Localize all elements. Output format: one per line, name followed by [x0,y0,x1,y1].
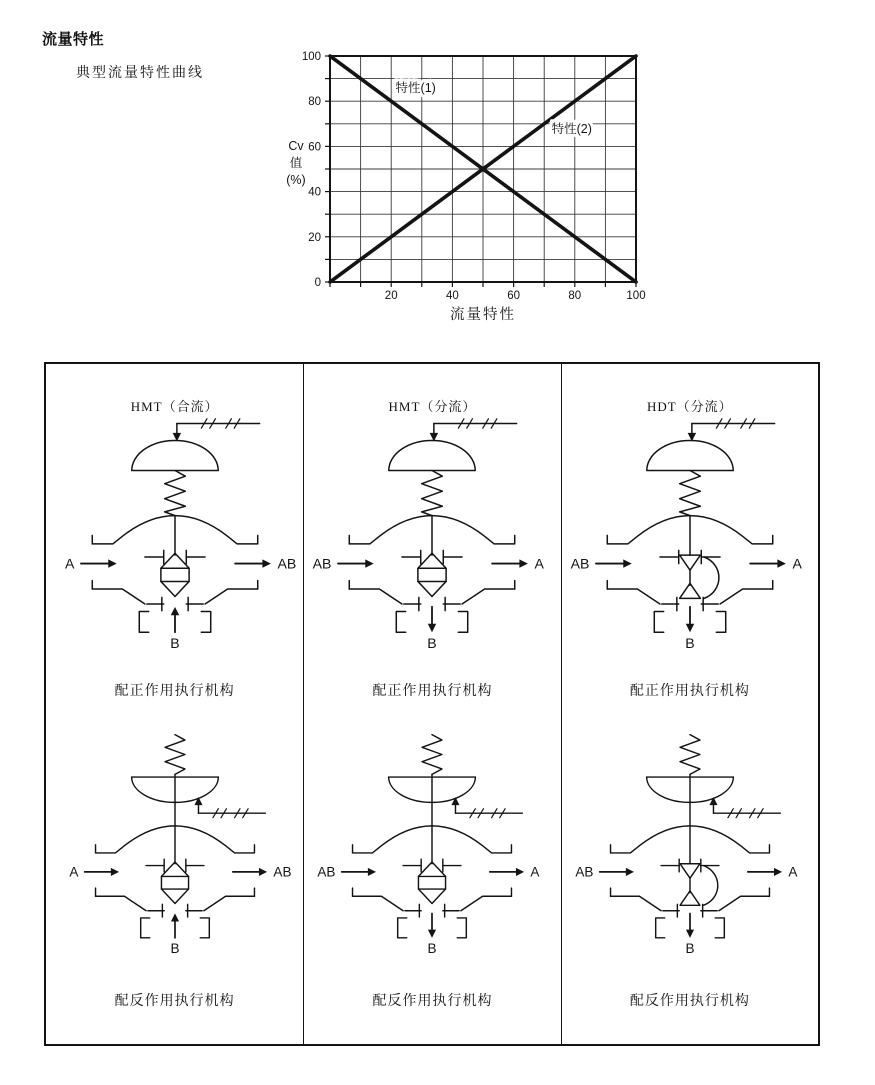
port-label-right: AB [277,555,296,572]
actuator-dome [647,440,733,470]
x-axis-label: 流量特性 [450,307,516,323]
port-arrow-left [338,559,374,567]
port-arrow-right [490,868,524,876]
port-arrow-left [600,868,634,876]
port-arrow-right [748,868,782,876]
port-arrow-bottom [686,607,694,632]
port-label-bottom: B [685,941,695,956]
port-arrow-left [84,868,118,876]
valve-diagram [49,416,301,656]
port-label-bottom: B [427,635,438,651]
diagram-caption: 配正作用执行机构 [372,684,493,699]
spring [422,471,443,516]
plug-double-seat [680,864,718,906]
valve-schematic-svg [54,730,296,956]
port-label-left: AB [575,864,594,880]
port-arrow-right [232,868,266,876]
spring [164,471,185,516]
port-label-right: AB [273,864,292,880]
port-label-right: A [534,555,545,572]
x-tick-label: 20 [384,290,398,302]
diagram-cell-hmt-diverging [303,364,560,716]
port-label-right: A [788,864,798,880]
series-label: 特性(1) [395,81,436,96]
y-tick-label: 0 [314,277,321,289]
air-signal-line [687,419,774,442]
y-tick-label: 100 [301,51,321,63]
port-label-left: A [69,864,79,880]
diagram-caption: 配反作用执行机构 [372,994,493,1009]
x-tick-label: 100 [626,290,646,302]
y-axis-label: Cv [288,139,304,153]
valve-schematic-svg [564,416,816,651]
diagram-cell-hmt-converging [46,364,303,716]
actuator-dome [131,440,217,470]
port-arrow-bottom [686,913,694,937]
spring [423,735,443,775]
y-tick-label: 60 [308,141,321,154]
x-tick-label: 80 [568,290,582,302]
air-signal-line [709,797,780,818]
valve-schematic-svg [569,730,811,956]
port-arrow-right [750,559,786,567]
series-label: 特性(2) [551,121,592,136]
plug-globe [418,553,446,596]
port-label-bottom: B [170,941,180,956]
diagram-cell-hmt-diverging-reverse [303,716,560,1044]
plug-double-seat [679,555,718,598]
flow-characteristic-chart [266,44,658,328]
valve-diagram [564,416,816,656]
port-label-bottom: B [427,941,437,956]
port-arrow-right [235,559,271,567]
diagram-caption: 配正作用执行机构 [629,684,750,699]
air-signal-line [172,419,259,442]
port-label-bottom: B [685,635,695,651]
port-arrow-bottom [428,913,436,937]
port-arrow-left [596,559,632,567]
page-title: 流量特性 [42,31,105,48]
valve-diagram-table [44,362,820,1046]
port-label-right: A [792,555,802,572]
diagram-cell-hmt-converging-reverse [46,716,303,1044]
y-tick-label: 80 [308,96,321,109]
valve-schematic-svg [306,416,558,651]
valve-schematic-svg [49,416,301,651]
x-tick-label: 40 [446,290,459,302]
diagram-title: HMT（合流） [130,399,219,414]
port-arrow-left [342,868,376,876]
spring [679,471,700,516]
air-signal-line [430,419,517,442]
valve-diagram [306,416,558,656]
spring [680,735,700,775]
port-label-left: AB [570,555,590,572]
x-tick-label: 60 [507,290,520,302]
port-label-right: A [530,864,540,880]
port-label-left: AB [313,555,332,572]
plug-globe [419,862,446,904]
air-signal-line [194,797,265,818]
valve-schematic-svg [311,730,553,956]
port-label-left: AB [317,864,336,880]
plug-globe [161,553,189,596]
actuator-dome [389,440,475,470]
diagram-caption: 配反作用执行机构 [629,994,750,1009]
diagram-cell-hdt-diverging-reverse [561,716,818,1044]
port-label-bottom: B [169,635,180,651]
diagram-title: HMT（分流） [388,399,477,414]
y-axis-label: 值 [289,156,303,170]
port-arrow-right [493,559,529,567]
valve-diagram [569,730,811,961]
diagram-cell-hdt-diverging [561,364,818,716]
diagram-caption: 配正作用执行机构 [114,684,235,699]
diagram-title: HDT（分流） [646,399,733,414]
chart-svg [266,44,658,328]
port-arrow-bottom [428,607,436,632]
port-arrow-bottom [170,607,178,632]
diagram-caption: 配反作用执行机构 [114,994,235,1009]
air-signal-line [452,797,523,818]
valve-diagram [54,730,296,961]
chart-subtitle: 典型流量特性曲线 [76,66,204,81]
y-tick-label: 40 [308,186,321,199]
plug-globe [161,862,188,904]
port-arrow-left [81,559,117,567]
y-axis-label: (%) [286,173,306,187]
port-arrow-bottom [171,913,179,937]
spring [165,735,185,775]
y-tick-label: 20 [308,231,321,244]
port-label-left: A [64,555,75,572]
valve-diagram [311,730,553,961]
